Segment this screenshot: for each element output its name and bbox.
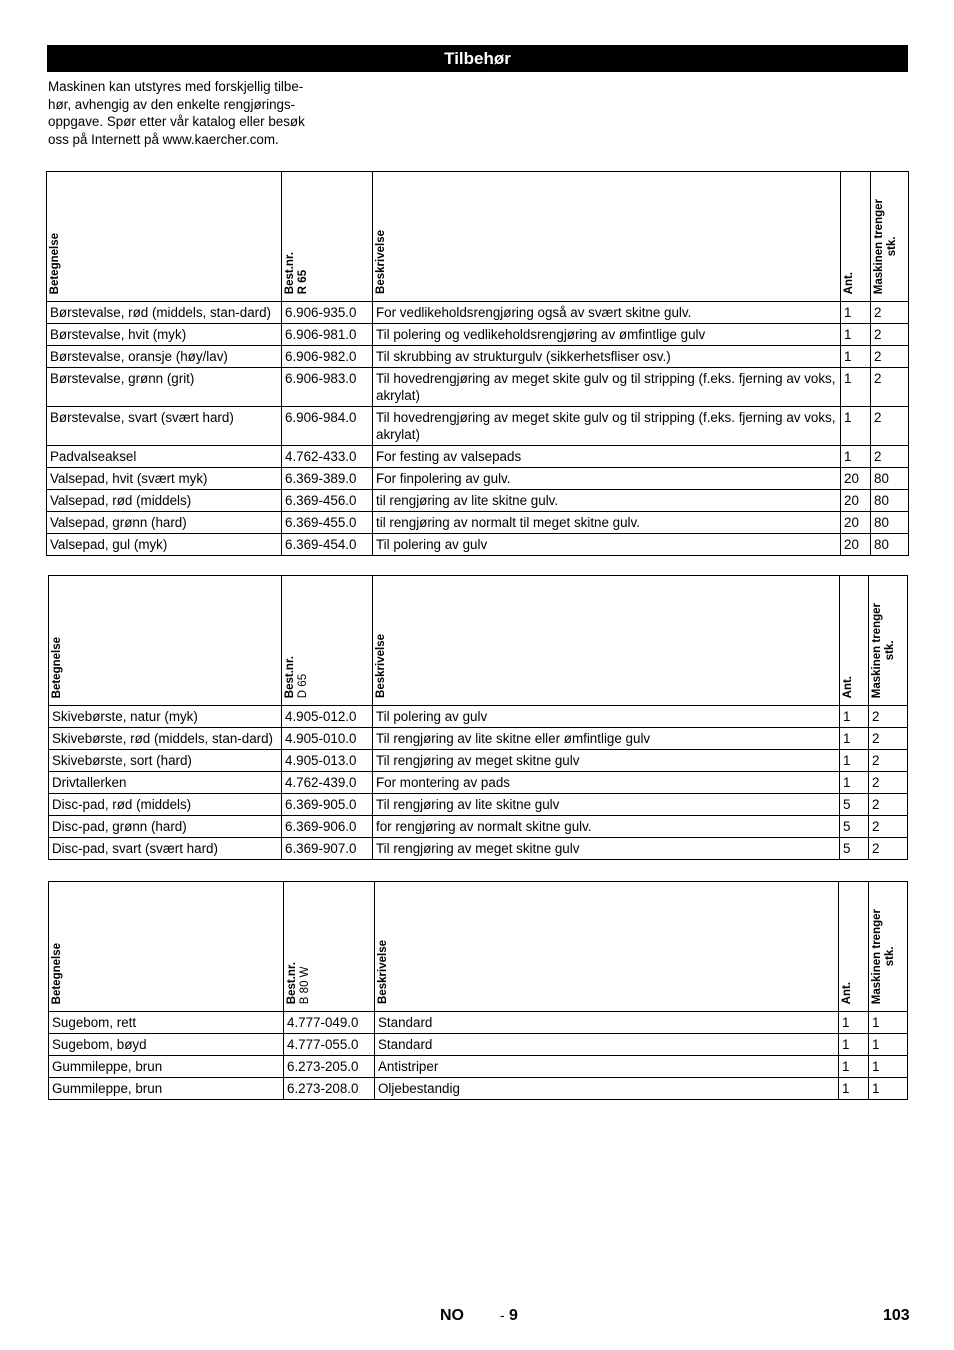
intro-line: hør, avhengig av den enkelte rengjørings- <box>48 96 296 112</box>
machine-needs: 1 <box>869 1012 908 1034</box>
machine-needs: 2 <box>871 346 909 368</box>
item-name: Børstevalse, oransje (høy/lav) <box>47 346 282 368</box>
machine-needs: 1 <box>869 1034 908 1056</box>
part-number: 6.906-935.0 <box>282 302 373 324</box>
item-quantity: 5 <box>840 816 869 838</box>
part-number: 4.762-433.0 <box>282 446 373 468</box>
footer-language: NO <box>440 1307 464 1324</box>
part-number: 6.273-208.0 <box>284 1078 375 1100</box>
item-quantity: 1 <box>841 368 871 407</box>
item-quantity: 1 <box>841 302 871 324</box>
item-name: Sugebom, rett <box>49 1012 284 1034</box>
intro-paragraph <box>48 78 338 148</box>
table-row <box>49 1056 908 1078</box>
column-header-qty: Ant. <box>840 576 869 706</box>
item-name: Disc-pad, svart (svært hard) <box>49 838 282 860</box>
intro-line: Maskinen kan utstyres med forskjellig tilbe- <box>48 79 304 94</box>
part-number: 6.906-981.0 <box>282 324 373 346</box>
table-row <box>49 816 908 838</box>
part-number: 6.906-983.0 <box>282 368 373 407</box>
part-number: 6.369-906.0 <box>282 816 373 838</box>
table-row <box>49 1034 908 1056</box>
column-header-name: Betegnelse <box>49 576 282 706</box>
item-name: Skivebørste, rød (middels, stan-dard) <box>49 728 282 750</box>
item-quantity: 20 <box>841 490 871 512</box>
column-header-name: Betegnelse <box>47 172 282 302</box>
machine-needs: 1 <box>869 1078 908 1100</box>
part-number: 6.369-456.0 <box>282 490 373 512</box>
item-quantity: 1 <box>839 1012 869 1034</box>
column-header-partno: Best.nr. B 80 W <box>284 882 375 1012</box>
part-number: 4.777-049.0 <box>284 1012 375 1034</box>
machine-needs: 2 <box>869 706 908 728</box>
item-description: Til polering av gulv <box>373 706 840 728</box>
item-name: Valsepad, grønn (hard) <box>47 512 282 534</box>
machine-needs: 2 <box>871 368 909 407</box>
column-header-name: Betegnelse <box>49 882 284 1012</box>
table-row <box>47 346 909 368</box>
item-description: Til polering og vedlikeholdsrengjøring av ømfintlige gulv <box>373 324 841 346</box>
column-header-qty: Ant. <box>841 172 871 302</box>
item-quantity: 1 <box>841 446 871 468</box>
table-row <box>49 838 908 860</box>
column-header-needs: Maskinen trenger stk. <box>869 576 908 706</box>
item-name: Skivebørste, sort (hard) <box>49 750 282 772</box>
table-row <box>47 490 909 512</box>
item-quantity: 1 <box>839 1078 869 1100</box>
column-header-partno: Best.nr. D 65 <box>282 576 373 706</box>
item-description: Til skrubbing av strukturgulv (sikkerhetsfliser osv.) <box>373 346 841 368</box>
machine-needs: 80 <box>871 468 909 490</box>
intro-line: oppgave. Spør etter vår katalog eller besøk <box>48 114 305 129</box>
table-row <box>47 468 909 490</box>
item-quantity: 1 <box>840 772 869 794</box>
item-name: Gummileppe, brun <box>49 1056 284 1078</box>
machine-needs: 2 <box>869 838 908 860</box>
part-number: 4.777-055.0 <box>284 1034 375 1056</box>
item-name: Gummileppe, brun <box>49 1078 284 1100</box>
column-header-qty: Ant. <box>839 882 869 1012</box>
item-description: Til hovedrengjøring av meget skite gulv og til stripping (f.eks. fjerning av voks, akrylat) <box>373 368 841 407</box>
machine-needs: 80 <box>871 490 909 512</box>
table-row <box>49 728 908 750</box>
item-name: Børstevalse, hvit (myk) <box>47 324 282 346</box>
part-number: 4.905-013.0 <box>282 750 373 772</box>
part-number: 6.906-984.0 <box>282 407 373 446</box>
item-description: For montering av pads <box>373 772 840 794</box>
item-description: Standard <box>375 1012 839 1034</box>
table-row <box>49 1078 908 1100</box>
machine-needs: 2 <box>871 446 909 468</box>
item-description: Til rengjøring av lite skitne eller ømfintlige gulv <box>373 728 840 750</box>
table-row <box>47 324 909 346</box>
item-name: Børstevalse, rød (middels, stan-dard) <box>47 302 282 324</box>
item-name: Valsepad, hvit (svært myk) <box>47 468 282 490</box>
intro-line: oss på Internett på www.kaercher.com. <box>48 131 279 147</box>
item-name: Valsepad, rød (middels) <box>47 490 282 512</box>
item-name: Børstevalse, svart (svært hard) <box>47 407 282 446</box>
column-header-needs: Maskinen trenger stk. <box>869 882 908 1012</box>
machine-needs: 2 <box>871 407 909 446</box>
item-description: For vedlikeholdsrengjøring også av svært skitne gulv. <box>373 302 841 324</box>
table-row <box>47 446 909 468</box>
table-row <box>49 706 908 728</box>
item-quantity: 1 <box>841 324 871 346</box>
item-description: Til polering av gulv <box>373 534 841 556</box>
machine-needs: 2 <box>869 728 908 750</box>
machine-needs: 80 <box>871 512 909 534</box>
footer-dash: - <box>500 1307 505 1323</box>
column-header-partno: Best.nr. R 65 <box>282 172 373 302</box>
item-quantity: 5 <box>840 794 869 816</box>
item-name: Sugebom, bøyd <box>49 1034 284 1056</box>
table-row <box>49 750 908 772</box>
table-row <box>47 512 909 534</box>
item-description: til rengjøring av lite skitne gulv. <box>373 490 841 512</box>
footer-page-number: 103 <box>883 1307 910 1324</box>
item-name: Disc-pad, rød (middels) <box>49 794 282 816</box>
part-number: 6.369-907.0 <box>282 838 373 860</box>
part-number: 6.369-905.0 <box>282 794 373 816</box>
accessories-table-b80w <box>48 881 908 1100</box>
table-row <box>47 302 909 324</box>
item-quantity: 20 <box>841 468 871 490</box>
item-quantity: 1 <box>839 1056 869 1078</box>
item-name: Padvalseaksel <box>47 446 282 468</box>
machine-needs: 2 <box>871 324 909 346</box>
table-row <box>49 794 908 816</box>
machine-needs: 80 <box>871 534 909 556</box>
accessories-table-r65 <box>46 171 909 556</box>
item-description: Oljebestandig <box>375 1078 839 1100</box>
item-name: Skivebørste, natur (myk) <box>49 706 282 728</box>
item-quantity: 1 <box>841 346 871 368</box>
item-name: Valsepad, gul (myk) <box>47 534 282 556</box>
item-name: Børstevalse, grønn (grit) <box>47 368 282 407</box>
item-description: Antistriper <box>375 1056 839 1078</box>
item-description: Til rengjøring av meget skitne gulv <box>373 750 840 772</box>
item-name: Disc-pad, grønn (hard) <box>49 816 282 838</box>
item-quantity: 20 <box>841 534 871 556</box>
table-row <box>49 1012 908 1034</box>
part-number: 6.369-455.0 <box>282 512 373 534</box>
part-number: 6.273-205.0 <box>284 1056 375 1078</box>
machine-needs: 2 <box>869 750 908 772</box>
part-number: 6.369-454.0 <box>282 534 373 556</box>
item-quantity: 1 <box>840 750 869 772</box>
item-quantity: 1 <box>840 728 869 750</box>
column-header-description: Beskrivelse <box>373 172 841 302</box>
column-header-description: Beskrivelse <box>375 882 839 1012</box>
item-description: For festing av valsepads <box>373 446 841 468</box>
part-number: 6.906-982.0 <box>282 346 373 368</box>
item-description: Til rengjøring av meget skitne gulv <box>373 838 840 860</box>
column-header-description: Beskrivelse <box>373 576 840 706</box>
machine-needs: 2 <box>871 302 909 324</box>
part-number: 4.762-439.0 <box>282 772 373 794</box>
table-row <box>47 407 909 446</box>
part-number: 4.905-010.0 <box>282 728 373 750</box>
machine-needs: 2 <box>869 816 908 838</box>
item-description: til rengjøring av normalt til meget skitne gulv. <box>373 512 841 534</box>
table-row <box>47 534 909 556</box>
column-header-needs: Maskinen trenger stk. <box>871 172 909 302</box>
item-quantity: 1 <box>841 407 871 446</box>
item-description: Til rengjøring av lite skitne gulv <box>373 794 840 816</box>
page-title: Tilbehør <box>47 45 908 72</box>
machine-needs: 2 <box>869 772 908 794</box>
machine-needs: 1 <box>869 1056 908 1078</box>
item-name: Drivtallerken <box>49 772 282 794</box>
item-quantity: 5 <box>840 838 869 860</box>
item-description: Standard <box>375 1034 839 1056</box>
part-number: 6.369-389.0 <box>282 468 373 490</box>
machine-needs: 2 <box>869 794 908 816</box>
table-row <box>47 368 909 407</box>
item-quantity: 1 <box>839 1034 869 1056</box>
table-row <box>49 772 908 794</box>
footer-section-page: 9 <box>509 1307 518 1324</box>
accessories-table-d65 <box>48 575 908 860</box>
item-description: for rengjøring av normalt skitne gulv. <box>373 816 840 838</box>
part-number: 4.905-012.0 <box>282 706 373 728</box>
item-description: Til hovedrengjøring av meget skite gulv og til stripping (f.eks. fjerning av voks, akrylat) <box>373 407 841 446</box>
item-quantity: 20 <box>841 512 871 534</box>
item-description: For finpolering av gulv. <box>373 468 841 490</box>
item-quantity: 1 <box>840 706 869 728</box>
